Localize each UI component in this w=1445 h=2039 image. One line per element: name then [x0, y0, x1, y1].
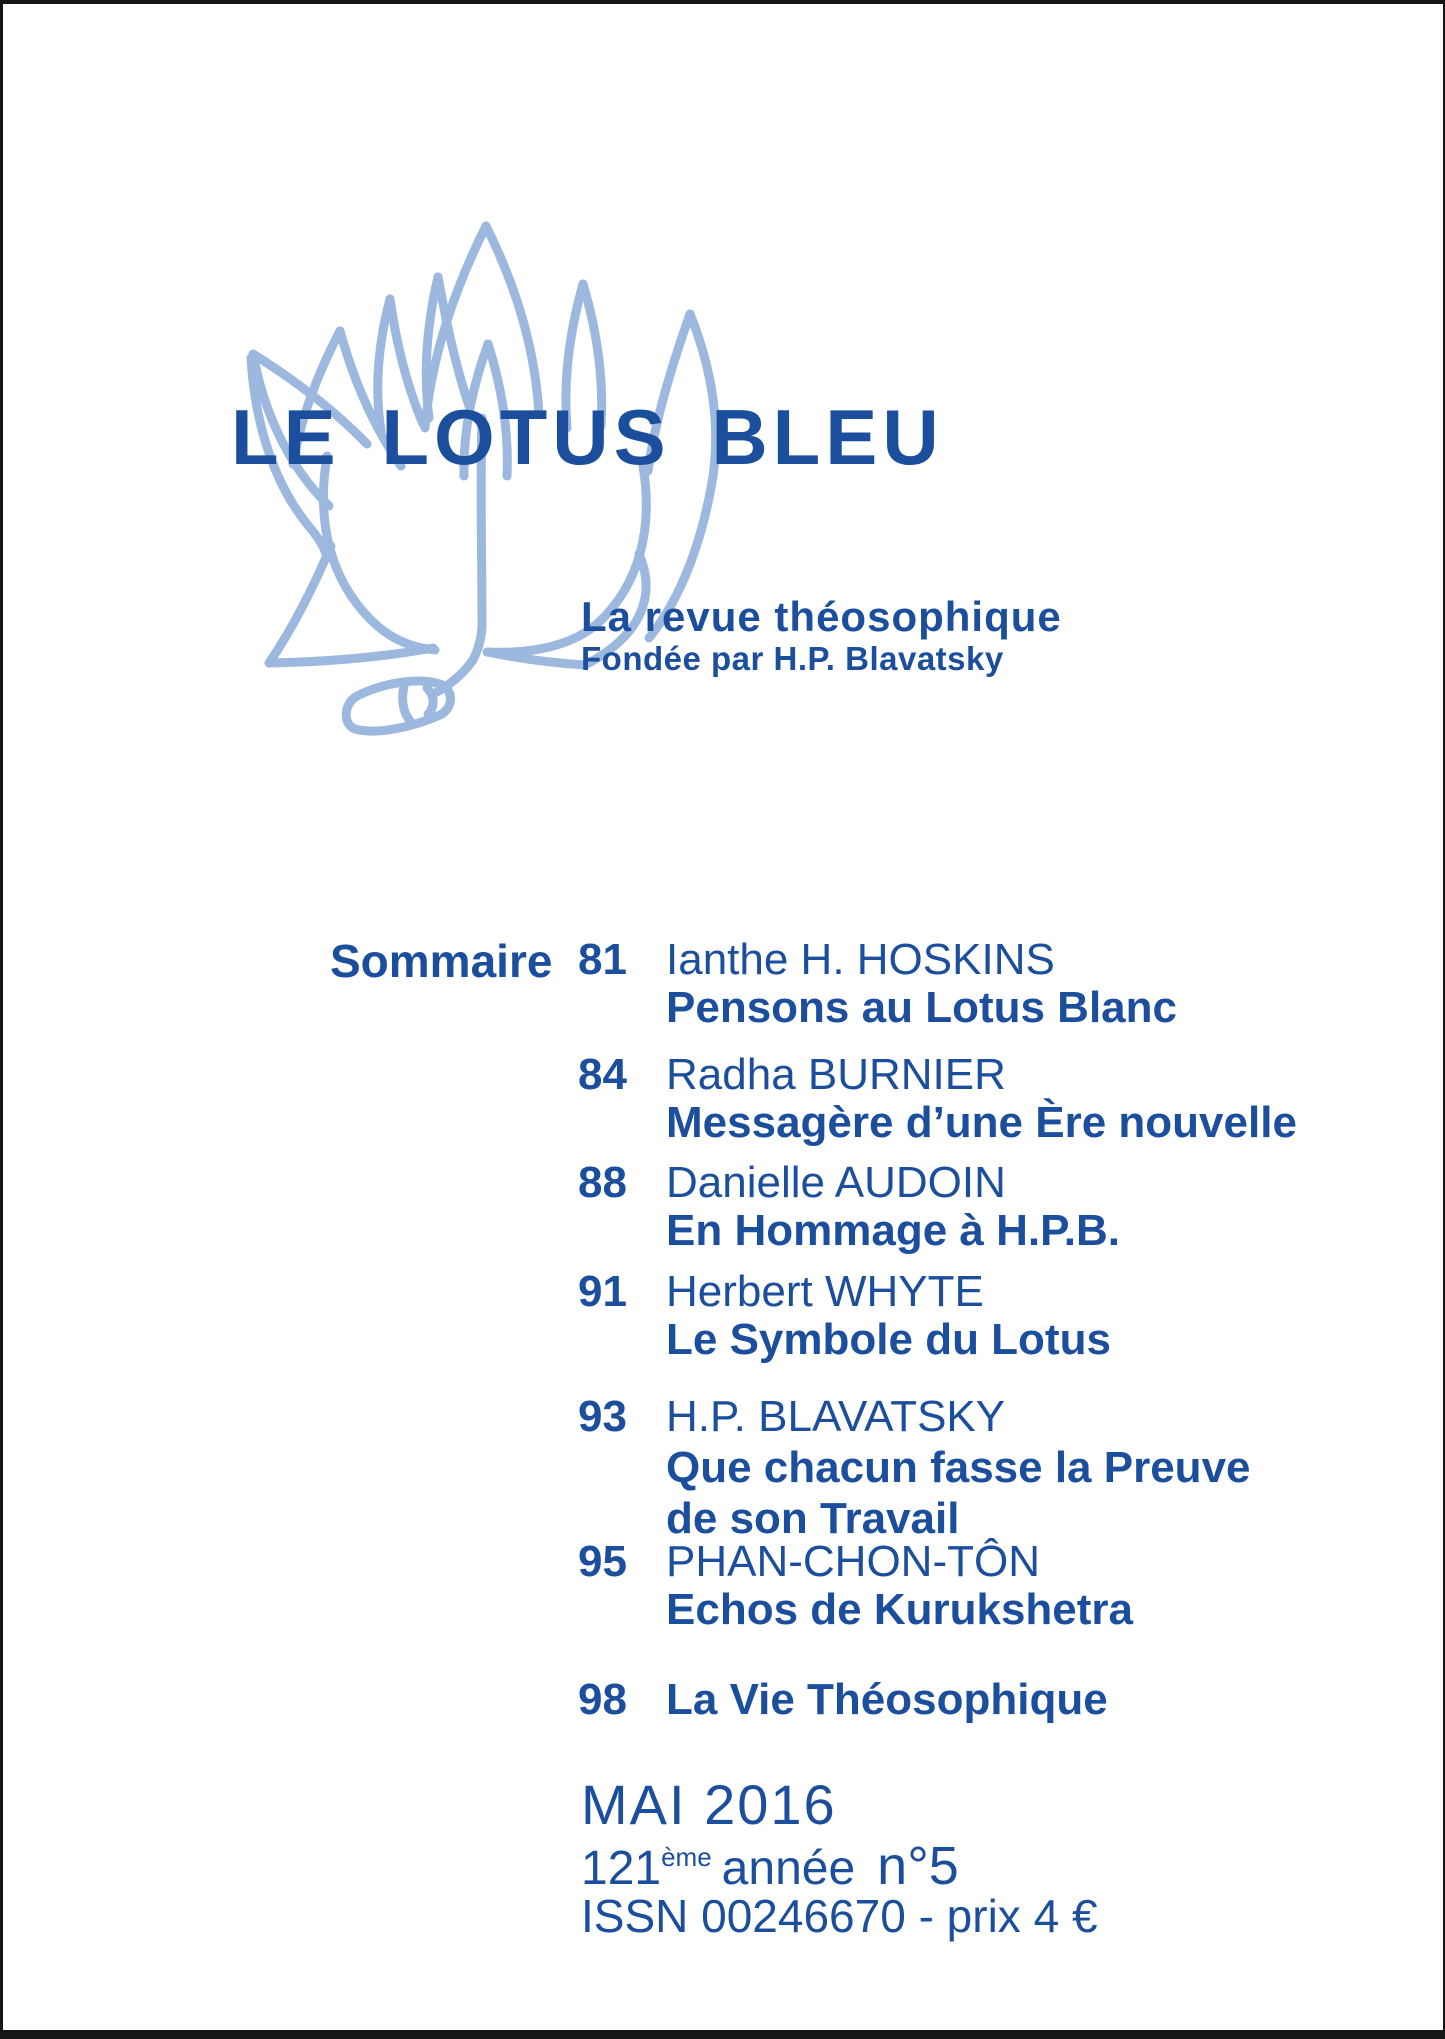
toc-author: Danielle AUDOIN	[666, 1158, 1006, 1207]
toc-article-title: La Vie Théosophique	[666, 1675, 1108, 1724]
toc-entry	[578, 1538, 1133, 1634]
toc-author: Herbert WHYTE	[666, 1267, 984, 1316]
founder-line: Fondée par H.P. Blavatsky	[581, 640, 1004, 677]
toc-entry	[578, 1676, 1108, 1724]
toc-article-title-line2: de son Travail	[666, 1494, 960, 1543]
toc-author: Radha BURNIER	[666, 1050, 1006, 1099]
issue-number: n°5	[877, 1836, 959, 1896]
issue-month-year: MAI 2016	[581, 1773, 837, 1836]
toc-entry	[578, 936, 1177, 1032]
sommaire-heading: Sommaire	[330, 935, 553, 987]
magazine-title: LE LOTUS BLEU	[231, 393, 944, 481]
issue-volume-line	[581, 1836, 959, 1896]
volume-number: 121	[581, 1842, 662, 1895]
toc-author: PHAN-CHON-TÔN	[666, 1537, 1040, 1586]
toc-page-number: 95	[578, 1537, 627, 1586]
volume-suffix: ème	[661, 1842, 712, 1872]
toc-article-title: Pensons au Lotus Blanc	[666, 983, 1177, 1032]
toc-page-number: 93	[578, 1392, 627, 1441]
toc-article-title: Le Symbole du Lotus	[666, 1315, 1111, 1364]
volume-word: année	[721, 1842, 856, 1895]
toc-article-title: Que chacun fasse la Preuve	[666, 1443, 1251, 1492]
toc-entry	[578, 1159, 1120, 1255]
toc-page-number: 81	[578, 935, 627, 984]
toc-page-number: 84	[578, 1050, 627, 1099]
toc-page-number: 91	[578, 1267, 627, 1316]
issn-price-line: ISSN 00246670 - prix 4 €	[581, 1890, 1098, 1942]
toc-author: H.P. BLAVATSKY	[666, 1392, 1006, 1441]
toc-entry	[578, 1051, 1297, 1147]
toc-entry	[578, 1391, 1251, 1544]
toc-article-title: Echos de Kurukshetra	[666, 1585, 1134, 1634]
toc-page-number: 98	[578, 1675, 627, 1724]
toc-article-title: En Hommage à H.P.B.	[666, 1206, 1120, 1255]
toc-entry	[578, 1268, 1111, 1364]
toc-page-number: 88	[578, 1158, 627, 1207]
magazine-subtitle: La revue théosophique	[581, 593, 1062, 640]
toc-author: Ianthe H. HOSKINS	[666, 935, 1055, 984]
toc-article-title: Messagère d’une Ère nouvelle	[666, 1098, 1297, 1147]
